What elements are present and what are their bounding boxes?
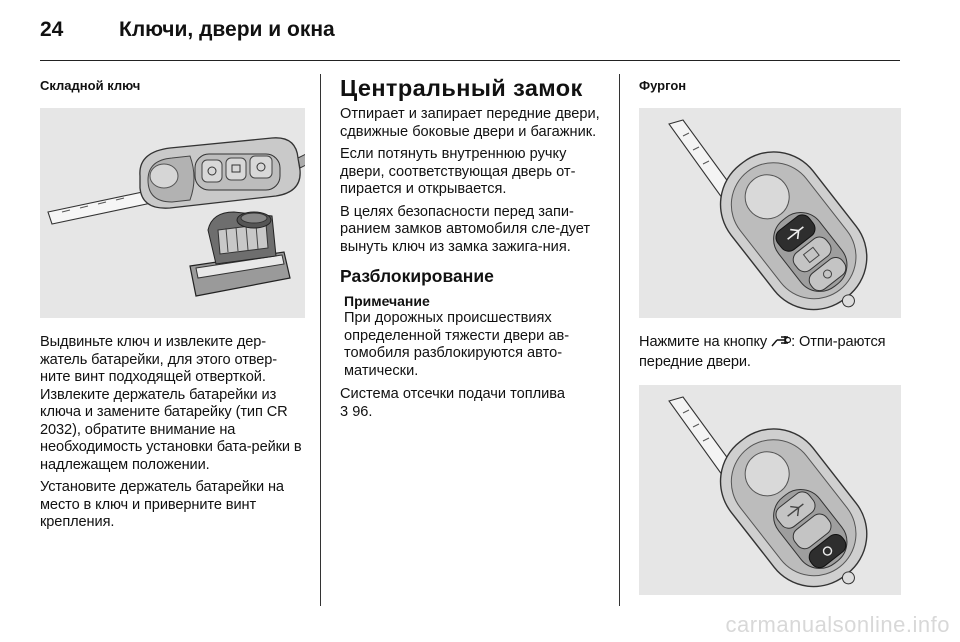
column-divider-2	[619, 74, 620, 606]
subsection-title-unlocking: Разблокирование	[340, 266, 494, 286]
column-folding-key	[40, 72, 305, 532]
key-battery-drawing	[40, 108, 305, 318]
van-key-rear-doors-illustration	[639, 385, 901, 595]
page-ref-icon: 3	[340, 403, 349, 420]
page-number: 24	[40, 18, 64, 41]
paragraph-central-lock-1: Отпирает и запирает передние двери, сдвижные боковые двери и багажник.	[340, 106, 600, 140]
page-ref-number: 96.	[352, 403, 373, 420]
note-text: При дорожных происшествиях определенной тяжести двери ав-томобиля разблокируются авто-матически.	[344, 310, 570, 379]
column-central-lock	[340, 72, 608, 421]
section-heading-van: Фургон	[639, 78, 687, 93]
key-fob-drawing-2	[639, 385, 901, 595]
paragraph-fuel-cutoff	[340, 386, 608, 421]
column-van	[639, 72, 901, 595]
unlock-icon	[771, 334, 791, 354]
press-button-text: Нажмите на кнопку	[639, 334, 768, 350]
section-title-central-lock: Центральный замок	[340, 75, 583, 101]
paragraph-battery-install: Установите держатель батарейки на место в ключ и приверните винт крепления.	[40, 479, 284, 530]
note-block	[340, 293, 608, 380]
key-fob-drawing-1	[639, 108, 901, 318]
paragraph-central-lock-3: В целях безопасности перед запи-ранием замков автомобиля сле-дует вынуть ключ из замка зажига-ния.	[340, 203, 591, 255]
note-title: Примечание	[344, 293, 430, 309]
paragraph-battery-removal: Выдвиньте ключ и извлеките дер-жатель батарейки, для этого отвер-ните винт подходящей отверткой. Извлеките держатель батарейки из ключа и замените батарейку (тип CR 2032), обратите внимание на необходимость установки бата-рейки в надлежащем положении.	[40, 334, 302, 473]
column-divider-1	[320, 74, 321, 606]
section-heading-folding-key: Складной ключ	[40, 78, 141, 93]
watermark: carmanualsonline.info	[725, 612, 950, 637]
header-divider	[40, 60, 900, 61]
fuel-cutoff-text: Система отсечки подачи топлива	[340, 386, 565, 402]
battery-replacement-illustration	[40, 108, 305, 318]
van-key-front-doors-illustration	[639, 108, 901, 318]
page-title: Ключи, двери и окна	[119, 18, 335, 41]
paragraph-central-lock-2: Если потянуть внутреннюю ручку двери, соответствующая дверь от-пирается и открывается.	[340, 146, 576, 197]
press-button-result: : Отпи-раются передние двери.	[639, 334, 886, 370]
paragraph-press-button	[639, 334, 901, 371]
